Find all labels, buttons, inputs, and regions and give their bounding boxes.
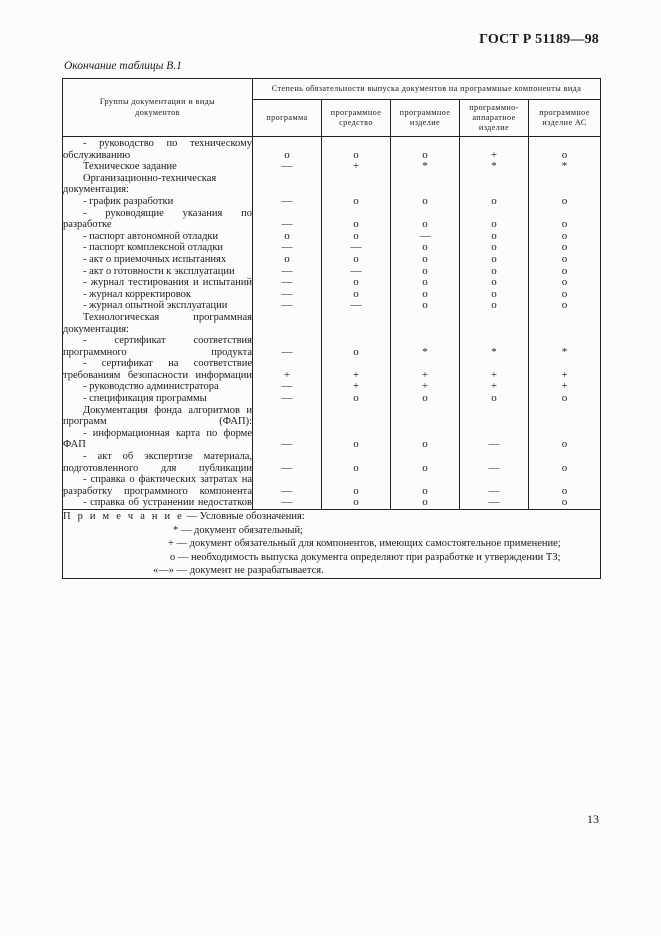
row-mark: —: [253, 208, 322, 231]
row-mark: —: [460, 497, 529, 509]
row-mark: о: [391, 428, 460, 451]
row-mark: о: [322, 451, 391, 474]
row-mark: о: [322, 254, 391, 266]
row-label: - паспорт комплексной отладки: [63, 242, 253, 254]
row-mark: *: [391, 335, 460, 358]
row-mark: о: [322, 474, 391, 497]
row-mark: —: [391, 231, 460, 243]
row-mark: о: [529, 196, 601, 208]
row-mark: о: [322, 428, 391, 451]
row-mark: о: [460, 254, 529, 266]
row-mark: [322, 173, 391, 196]
row-label: - спецификация программы: [63, 393, 253, 405]
row-mark: [253, 405, 322, 428]
row-mark: о: [322, 208, 391, 231]
row-mark: —: [460, 451, 529, 474]
row-mark: —: [322, 242, 391, 254]
table-row: [63, 451, 601, 474]
row-label: Организационно-техническая документация:: [63, 173, 253, 196]
table-row: [63, 474, 601, 497]
table-row: [63, 428, 601, 451]
row-label: - акт о приемочных испытаниях: [63, 254, 253, 266]
row-mark: о: [322, 196, 391, 208]
row-mark: —: [322, 266, 391, 278]
row-mark: +: [391, 381, 460, 393]
row-mark: —: [253, 161, 322, 173]
row-mark: о: [322, 231, 391, 243]
table-row: [63, 405, 601, 428]
row-mark: —: [253, 428, 322, 451]
row-mark: о: [253, 137, 322, 162]
row-label: - справка о фактических затратах на разработку программного компонента: [63, 474, 252, 497]
row-label: - журнал тестирования и испытаний: [63, 277, 253, 289]
row-mark: [322, 312, 391, 335]
table-row: [63, 196, 601, 208]
row-mark: —: [460, 474, 529, 497]
table-row: [63, 266, 601, 278]
row-label: - руководящие указания по разработке: [63, 207, 252, 231]
note-intro: — Условные обозначения:: [184, 511, 305, 522]
table-row: [63, 254, 601, 266]
row-label: - руководство администратора: [63, 381, 253, 393]
table-row: [63, 208, 601, 231]
row-mark: *: [529, 161, 601, 173]
row-mark: *: [460, 335, 529, 358]
note-row: [63, 510, 601, 579]
column-header: программно-аппаратное изделие: [460, 100, 529, 137]
row-mark: —: [253, 289, 322, 301]
degree-column-header: Степень обязательности выпуска документов на программные компоненты вида: [253, 79, 601, 100]
row-mark: о: [460, 196, 529, 208]
row-label: - акт об экспертизе материала, подготовленного для публикации: [63, 451, 252, 474]
row-mark: —: [253, 393, 322, 405]
row-mark: —: [253, 335, 322, 358]
row-mark: +: [253, 358, 322, 381]
row-mark: —: [253, 300, 322, 312]
row-label: - информационная карта по форме ФАП: [63, 427, 252, 451]
row-mark: [391, 312, 460, 335]
row-mark: [253, 173, 322, 196]
row-mark: +: [391, 358, 460, 381]
row-mark: о: [529, 428, 601, 451]
row-mark: о: [253, 231, 322, 243]
row-mark: [460, 173, 529, 196]
row-label: Документация фонда алгоритмов и программ (ФАП):: [63, 404, 252, 428]
row-mark: +: [529, 381, 601, 393]
row-mark: —: [460, 428, 529, 451]
row-mark: [391, 405, 460, 428]
row-label: - график разработки: [63, 196, 253, 208]
row-mark: о: [322, 277, 391, 289]
row-mark: о: [322, 335, 391, 358]
row-mark: +: [322, 381, 391, 393]
row-mark: о: [529, 266, 601, 278]
row-mark: —: [253, 277, 322, 289]
row-mark: о: [391, 497, 460, 509]
row-mark: о: [460, 208, 529, 231]
row-mark: [529, 173, 601, 196]
row-mark: о: [391, 451, 460, 474]
table-row: [63, 242, 601, 254]
row-mark: [460, 312, 529, 335]
row-mark: +: [460, 358, 529, 381]
row-mark: о: [391, 242, 460, 254]
row-mark: +: [460, 381, 529, 393]
row-mark: *: [391, 161, 460, 173]
table-row: [63, 312, 601, 335]
table-row: [63, 289, 601, 301]
table-row: [63, 300, 601, 312]
row-mark: о: [391, 289, 460, 301]
row-label: Техническое задание: [63, 161, 253, 173]
row-mark: о: [460, 289, 529, 301]
row-mark: о: [391, 300, 460, 312]
row-mark: +: [529, 358, 601, 381]
row-mark: о: [322, 137, 391, 162]
row-label: - акт о готовности к эксплуатации: [63, 266, 253, 278]
row-mark: о: [460, 266, 529, 278]
row-mark: о: [460, 277, 529, 289]
row-mark: о: [529, 137, 601, 162]
row-mark: +: [322, 161, 391, 173]
table-row: [63, 497, 601, 509]
row-label: - руководство по техническому обслуживанию: [63, 138, 252, 161]
table-row: [63, 161, 601, 173]
row-label: - сертификат соответствия программного продукта: [63, 335, 252, 358]
row-mark: —: [253, 381, 322, 393]
column-header: программа: [253, 100, 322, 137]
row-mark: о: [391, 393, 460, 405]
row-mark: о: [460, 242, 529, 254]
row-mark: о: [391, 266, 460, 278]
row-mark: —: [253, 266, 322, 278]
row-mark: о: [529, 242, 601, 254]
document-code: ГОСТ Р 51189—98: [479, 32, 599, 47]
row-mark: о: [529, 231, 601, 243]
row-mark: —: [253, 242, 322, 254]
column-header: программное средство: [322, 100, 391, 137]
row-mark: о: [322, 289, 391, 301]
row-mark: о: [391, 254, 460, 266]
row-mark: о: [529, 300, 601, 312]
row-mark: о: [391, 137, 460, 162]
row-label: - паспорт автономной отладки: [63, 231, 253, 243]
row-mark: о: [391, 208, 460, 231]
row-mark: [460, 405, 529, 428]
table-note: [63, 510, 601, 579]
note-item: + — документ обязательный для компонентов, имеющих самостоятельное применение;: [168, 538, 561, 549]
row-mark: [322, 405, 391, 428]
table-row: [63, 381, 601, 393]
row-mark: +: [322, 358, 391, 381]
row-mark: —: [253, 474, 322, 497]
table-row: [63, 358, 601, 381]
table-row: [63, 393, 601, 405]
table-caption: Окончание таблицы В.1: [64, 60, 182, 72]
row-label: Технологическая программная документация:: [63, 311, 252, 335]
row-mark: о: [529, 497, 601, 509]
row-mark: о: [529, 277, 601, 289]
table-row: [63, 137, 601, 162]
row-mark: —: [322, 300, 391, 312]
table-row: [63, 231, 601, 243]
row-mark: *: [529, 335, 601, 358]
row-mark: о: [460, 300, 529, 312]
row-mark: о: [529, 289, 601, 301]
note-title: П р и м е ч а н и е: [63, 511, 185, 522]
row-mark: [253, 312, 322, 335]
page-number: 13: [587, 812, 599, 826]
column-header: программное изделие: [391, 100, 460, 137]
note-item: «—» — документ не разрабатывается.: [153, 565, 324, 576]
row-mark: о: [253, 254, 322, 266]
row-mark: [529, 405, 601, 428]
row-label: - журнал опытной эксплуатации: [63, 300, 253, 312]
row-mark: о: [391, 277, 460, 289]
row-mark: —: [253, 497, 322, 509]
row-label: - журнал корректировок: [63, 289, 253, 301]
row-mark: [529, 312, 601, 335]
row-label: - справка об устранении недостатков: [63, 497, 253, 509]
row-mark: о: [529, 254, 601, 266]
row-mark: о: [391, 474, 460, 497]
row-mark: +: [460, 137, 529, 162]
requirements-table: [62, 78, 601, 579]
table-row: [63, 335, 601, 358]
row-mark: *: [460, 161, 529, 173]
row-label: - сертификат на соответствие требованиям безопасности информации: [63, 358, 252, 381]
table-row: [63, 173, 601, 196]
row-mark: о: [460, 231, 529, 243]
row-mark: о: [322, 497, 391, 509]
row-mark: о: [529, 474, 601, 497]
row-mark: о: [529, 393, 601, 405]
table-row: [63, 277, 601, 289]
note-item: о — необходимость выпуска документа определяют при разработке и утверждении ТЗ;: [170, 551, 561, 563]
row-mark: о: [391, 196, 460, 208]
note-item: * — документ обязательный;: [173, 524, 303, 536]
column-header: программное изделие АС: [529, 100, 601, 137]
row-mark: —: [253, 196, 322, 208]
row-mark: о: [529, 208, 601, 231]
row-mark: [391, 173, 460, 196]
row-mark: о: [529, 451, 601, 474]
row-mark: о: [460, 393, 529, 405]
group-column-header: Группы документации и виды документов: [63, 79, 253, 137]
row-mark: —: [253, 451, 322, 474]
row-mark: о: [322, 393, 391, 405]
